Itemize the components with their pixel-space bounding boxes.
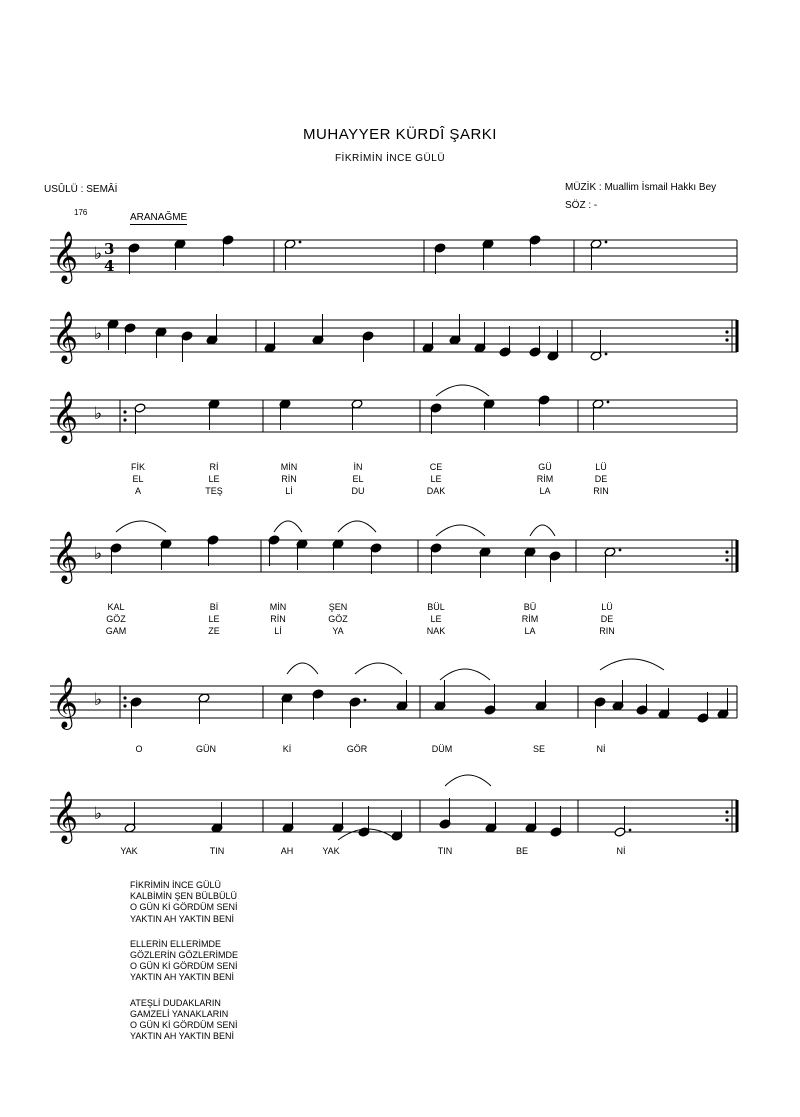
lyric-syllable [522, 601, 539, 637]
repeat-dot [123, 410, 126, 413]
lyric-line: LÜ [601, 602, 613, 612]
lyric-line: ZE [208, 626, 220, 636]
lyric-line: Bİ [209, 602, 219, 612]
verses-block [130, 880, 238, 1056]
flat-icon: ♭ [94, 544, 103, 564]
verse-line: GAMZELİ YANAKLARIN [130, 1008, 229, 1019]
lyric-line: TEŞ [205, 486, 223, 496]
repeat-dot [725, 550, 728, 553]
treble-clef-icon: 𝄞 [52, 231, 79, 282]
section-label: ARANAĞME [130, 212, 188, 223]
slur [287, 663, 318, 674]
lyric-line: GÖZ [106, 614, 126, 624]
lyric-line: GAM [105, 626, 127, 636]
lyric-line: RİN [270, 614, 286, 624]
repeat-dot [123, 696, 126, 699]
lyric-line: İN [353, 462, 363, 472]
composer-label: MÜZİK : Muallim İsmail Hakkı Bey [565, 182, 717, 193]
repeat-dot [725, 338, 728, 341]
note-dot [364, 699, 367, 702]
lyricist-label: SÖZ : - [565, 200, 598, 211]
lyric-syllable [208, 601, 220, 637]
lyric-syllable [281, 461, 298, 497]
lyric-syllable: BE [515, 846, 529, 856]
lyric-line: LA [524, 626, 536, 636]
lyric-syllable [427, 601, 446, 637]
lyric-syllable: TIN [209, 846, 225, 856]
lyric-line: DE [594, 474, 608, 484]
flat-icon: ♭ [94, 244, 103, 264]
lyric-line: DE [600, 614, 614, 624]
lyric-syllable: Kİ [282, 744, 292, 754]
note-dot [629, 829, 632, 832]
lyric-line: BÜ [523, 602, 537, 612]
treble-clef-icon: 𝄞 [52, 677, 79, 728]
lyric-line: LÜ [595, 462, 607, 472]
lyric-line: Rİ [209, 462, 219, 472]
lyric-line: EL [132, 474, 144, 484]
verse-line: GÖZLERİN GÖZLERİMDE [130, 950, 239, 961]
treble-clef-icon: 𝄞 [52, 531, 79, 582]
lyric-line: RİN [281, 474, 297, 484]
lyric-line: LE [430, 474, 442, 484]
lyric-syllable [352, 461, 365, 497]
lyric-syllable: YAK [120, 846, 138, 856]
lyric-syllable [593, 461, 609, 497]
repeat-dot [725, 330, 728, 333]
tempo-label: 176 [74, 208, 88, 217]
verse-line: ELLERİN ELLERİMDE [130, 938, 222, 949]
slur [530, 525, 555, 536]
repeat-dot [725, 558, 728, 561]
slur [436, 525, 485, 536]
verse-stanza [130, 939, 238, 984]
verse-line: YAKTIN AH YAKTIN BENİ [130, 913, 235, 924]
lyric-syllable [131, 461, 145, 497]
lyric-line: RIN [599, 626, 615, 636]
verse-line: KALBİMİN ŞEN BÜLBÜLÜ [130, 891, 238, 902]
lyric-line: NAK [426, 626, 446, 636]
lyric-syllable: SE [532, 744, 546, 754]
lyric-line: GÖZ [328, 614, 348, 624]
lyric-syllable [106, 601, 127, 637]
lyric-line: A [134, 486, 142, 496]
time-signature-bottom: 4 [104, 257, 115, 275]
lyric-syllable: O [135, 744, 143, 754]
lyric-line: EL [352, 474, 364, 484]
lyric-line: CE [429, 462, 443, 472]
note-dot [299, 241, 302, 244]
lyric-line: RİM [536, 474, 554, 484]
verse-line: O GÜN Kİ GÖRDÜM SENİ [130, 1020, 238, 1031]
lyric-syllable: YAK [322, 846, 340, 856]
lyric-line: LE [430, 614, 442, 624]
flat-icon: ♭ [94, 690, 103, 710]
lyric-line: BÜL [427, 602, 445, 612]
treble-clef-icon: 𝄞 [52, 791, 79, 842]
lyric-line: DAK [426, 486, 446, 496]
lyric-line: RIN [593, 486, 609, 496]
slur [440, 669, 490, 680]
note-dot [605, 353, 608, 356]
lyric-syllable: Nİ [596, 744, 606, 754]
verse-stanza [130, 880, 238, 925]
lyric-line: FİK [130, 462, 146, 472]
treble-clef-icon: 𝄞 [52, 311, 79, 362]
lyric-syllable [205, 461, 223, 497]
lyric-syllable [599, 601, 615, 637]
slur [436, 385, 489, 396]
song-subtitle: FİKRİMİN İNCE GÜLÜ [334, 153, 446, 164]
time-signature-top: 3 [104, 240, 115, 258]
lyric-line: LE [208, 474, 220, 484]
lyric-line: Lİ [285, 486, 293, 496]
slur [600, 659, 664, 670]
note-dot [619, 549, 622, 552]
lyric-line: Lİ [274, 626, 282, 636]
lyric-line: LA [539, 486, 551, 496]
lyric-line: MİN [269, 602, 287, 612]
song-title: MUHAYYER KÜRDÎ ŞARKI [303, 126, 497, 143]
slur [116, 521, 166, 532]
slur [274, 521, 302, 532]
lyric-syllable [270, 601, 287, 637]
verse-line: FİKRİMİN İNCE GÜLÜ [130, 880, 222, 890]
verse-line: ATEŞLİ DUDAKLARIN [130, 997, 221, 1008]
lyric-line: RİM [521, 614, 539, 624]
note-dot [607, 401, 610, 404]
lyric-line: DU [351, 486, 365, 496]
repeat-dot [123, 418, 126, 421]
verse-line: O GÜN Kİ GÖRDÜM SENİ [130, 961, 238, 972]
flat-icon: ♭ [94, 324, 103, 344]
usul-label: USÛLÜ : SEMÂİ [44, 184, 118, 195]
lyric-syllable: DÜM [431, 744, 453, 754]
verse-stanza [130, 998, 238, 1043]
lyric-line: MİN [280, 462, 298, 472]
verse-line: YAKTIN AH YAKTIN BENİ [130, 972, 235, 983]
lyric-syllable: AH [280, 846, 294, 856]
repeat-dot [123, 704, 126, 707]
lyric-line: LE [208, 614, 220, 624]
lyric-line: YA [332, 626, 344, 636]
lyric-syllable: GÖR [346, 744, 368, 754]
slur [445, 775, 491, 786]
flat-icon: ♭ [94, 404, 103, 424]
lyric-syllable [427, 461, 446, 497]
slur [355, 663, 402, 674]
lyric-line: KAL [107, 602, 125, 612]
lyric-line: GÜ [538, 462, 552, 472]
lyric-syllable: TIN [437, 846, 453, 856]
verse-line: O GÜN Kİ GÖRDÜM SENİ [130, 902, 238, 913]
lyric-syllable: GÜN [196, 744, 216, 754]
flat-icon: ♭ [94, 804, 103, 824]
note-dot [605, 241, 608, 244]
verse-line: YAKTIN AH YAKTIN BENİ [130, 1031, 235, 1042]
treble-clef-icon: 𝄞 [52, 391, 79, 442]
lyric-syllable: Nİ [616, 846, 626, 856]
repeat-dot [725, 818, 728, 821]
lyric-syllable [537, 461, 554, 497]
lyric-syllable [328, 601, 348, 637]
lyric-line: ŞEN [328, 602, 348, 612]
repeat-dot [725, 810, 728, 813]
slur [338, 521, 376, 532]
